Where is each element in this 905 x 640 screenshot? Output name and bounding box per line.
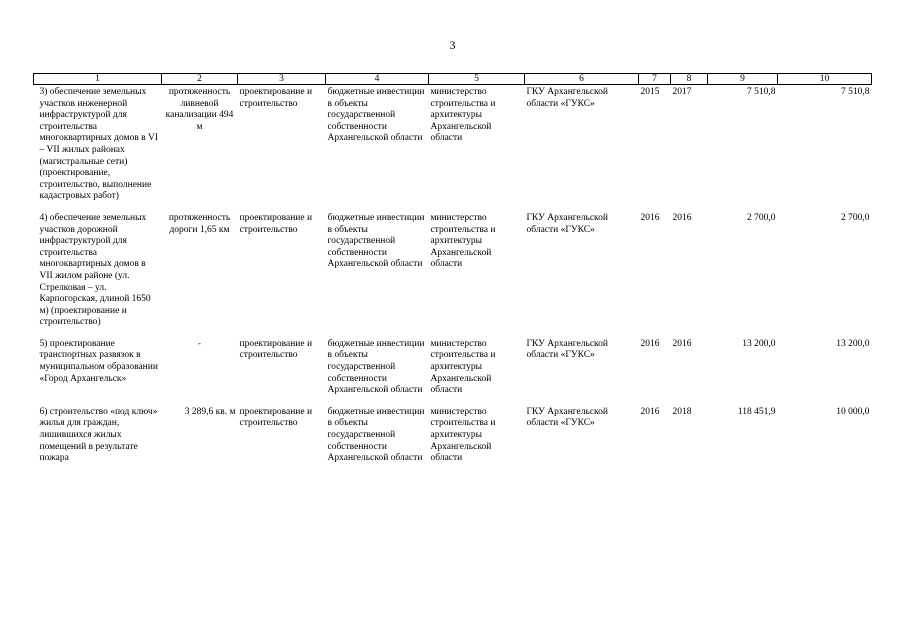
capacity-cell: протяженность дороги 1,65 км bbox=[168, 212, 231, 235]
capacity-cell: протяженность ливневой канализации 494 м bbox=[165, 87, 234, 132]
end-year-cell: 2016 bbox=[672, 212, 692, 223]
total-cost-cell: 13 200,0 bbox=[742, 338, 776, 349]
work-type-cell: проектирование и строительство bbox=[239, 212, 313, 235]
column-header-9: 9 bbox=[708, 74, 778, 85]
customer-cell: ГКУ Архангельской области «ГУКС» bbox=[526, 87, 609, 109]
responsible-ministry-cell: министерство строительства и архитектуры Архангельской области bbox=[430, 406, 496, 464]
program-table bbox=[33, 73, 872, 473]
funding-amount-cell: 13 200,0 bbox=[836, 338, 870, 349]
column-header-5: 5 bbox=[429, 74, 525, 85]
column-header-10: 10 bbox=[778, 74, 872, 85]
total-cost-cell: 2 700,0 bbox=[747, 212, 776, 223]
page-number: 3 bbox=[449, 38, 456, 52]
end-year-cell: 2017 bbox=[672, 87, 692, 97]
customer-cell: ГКУ Архангельской области «ГУКС» bbox=[526, 406, 609, 429]
funding-form-cell: бюджетные инвестиции в объекты государственной собственности Архангельской области bbox=[327, 87, 425, 144]
responsible-ministry-cell: министерство строительства и архитектуры Архангельской области bbox=[430, 87, 496, 144]
end-year-cell: 2018 bbox=[672, 406, 692, 417]
funding-amount-cell: 2 700,0 bbox=[841, 212, 870, 223]
responsible-ministry-cell: министерство строительства и архитектуры Архангельской области bbox=[430, 212, 496, 270]
measure-name: 6) строительство «под ключ» жилья для граждан, лишившихся жилых помещений в результате пожара bbox=[39, 406, 158, 464]
table-row bbox=[34, 337, 872, 405]
column-header-1: 1 bbox=[34, 74, 162, 85]
start-year-cell: 2015 bbox=[640, 87, 660, 97]
measure-name: 4) обеспечение земельных участков дорожной инфраструктурой для строительства многоквартирных домов в VII жилом районе (ул. Стрелковая – ул. Карпогорская, длиной 1650 м) (проектирование и строительство) bbox=[39, 212, 151, 328]
measure-name: 5) проектирование транспортных развязок в муниципальном образовании «Город Архангельск» bbox=[39, 338, 158, 384]
customer-cell: ГКУ Архангельской области «ГУКС» bbox=[526, 212, 609, 235]
funding-form-cell: бюджетные инвестиции в объекты государственной собственности Архангельской области bbox=[327, 406, 425, 464]
funding-form-cell: бюджетные инвестиции в объекты государственной собственности Архангельской области bbox=[327, 338, 425, 396]
column-header-6: 6 bbox=[525, 74, 639, 85]
start-year-cell: 2016 bbox=[640, 406, 660, 417]
column-header-2: 2 bbox=[162, 74, 238, 85]
table-row bbox=[34, 211, 872, 337]
responsible-ministry-cell: министерство строительства и архитектуры Архангельской области bbox=[430, 338, 496, 396]
total-cost-cell: 7 510,8 bbox=[747, 87, 776, 97]
work-type-cell: проектирование и строительство bbox=[239, 87, 313, 109]
column-header-8: 8 bbox=[671, 74, 708, 85]
column-number-header-row bbox=[34, 74, 872, 85]
work-type-cell: проектирование и строительство bbox=[239, 338, 313, 361]
column-header-4: 4 bbox=[326, 74, 429, 85]
column-header-3: 3 bbox=[238, 74, 326, 85]
table-row bbox=[34, 85, 872, 211]
funding-amount-cell: 7 510,8 bbox=[841, 87, 870, 97]
funding-amount-cell: 10 000,0 bbox=[836, 406, 870, 417]
capacity-cell: - bbox=[197, 338, 202, 349]
customer-cell: ГКУ Архангельской области «ГУКС» bbox=[526, 338, 609, 361]
work-type-cell: проектирование и строительство bbox=[239, 406, 313, 429]
capacity-cell: 3 289,6 кв. м bbox=[184, 406, 236, 417]
start-year-cell: 2016 bbox=[640, 338, 660, 349]
column-header-7: 7 bbox=[639, 74, 671, 85]
table-row bbox=[34, 405, 872, 473]
start-year-cell: 2016 bbox=[640, 212, 660, 223]
end-year-cell: 2016 bbox=[672, 338, 692, 349]
measure-name: 3) обеспечение земельных участков инженерной инфраструктурой для строительства многоквартирных домов в VI – VII жилых районах (магистральные сети) (проектирование, строительство, выполнение кадастровых работ) bbox=[39, 87, 159, 202]
funding-form-cell: бюджетные инвестиции в объекты государственной собственности Архангельской области bbox=[327, 212, 425, 270]
total-cost-cell: 118 451,9 bbox=[737, 406, 776, 417]
